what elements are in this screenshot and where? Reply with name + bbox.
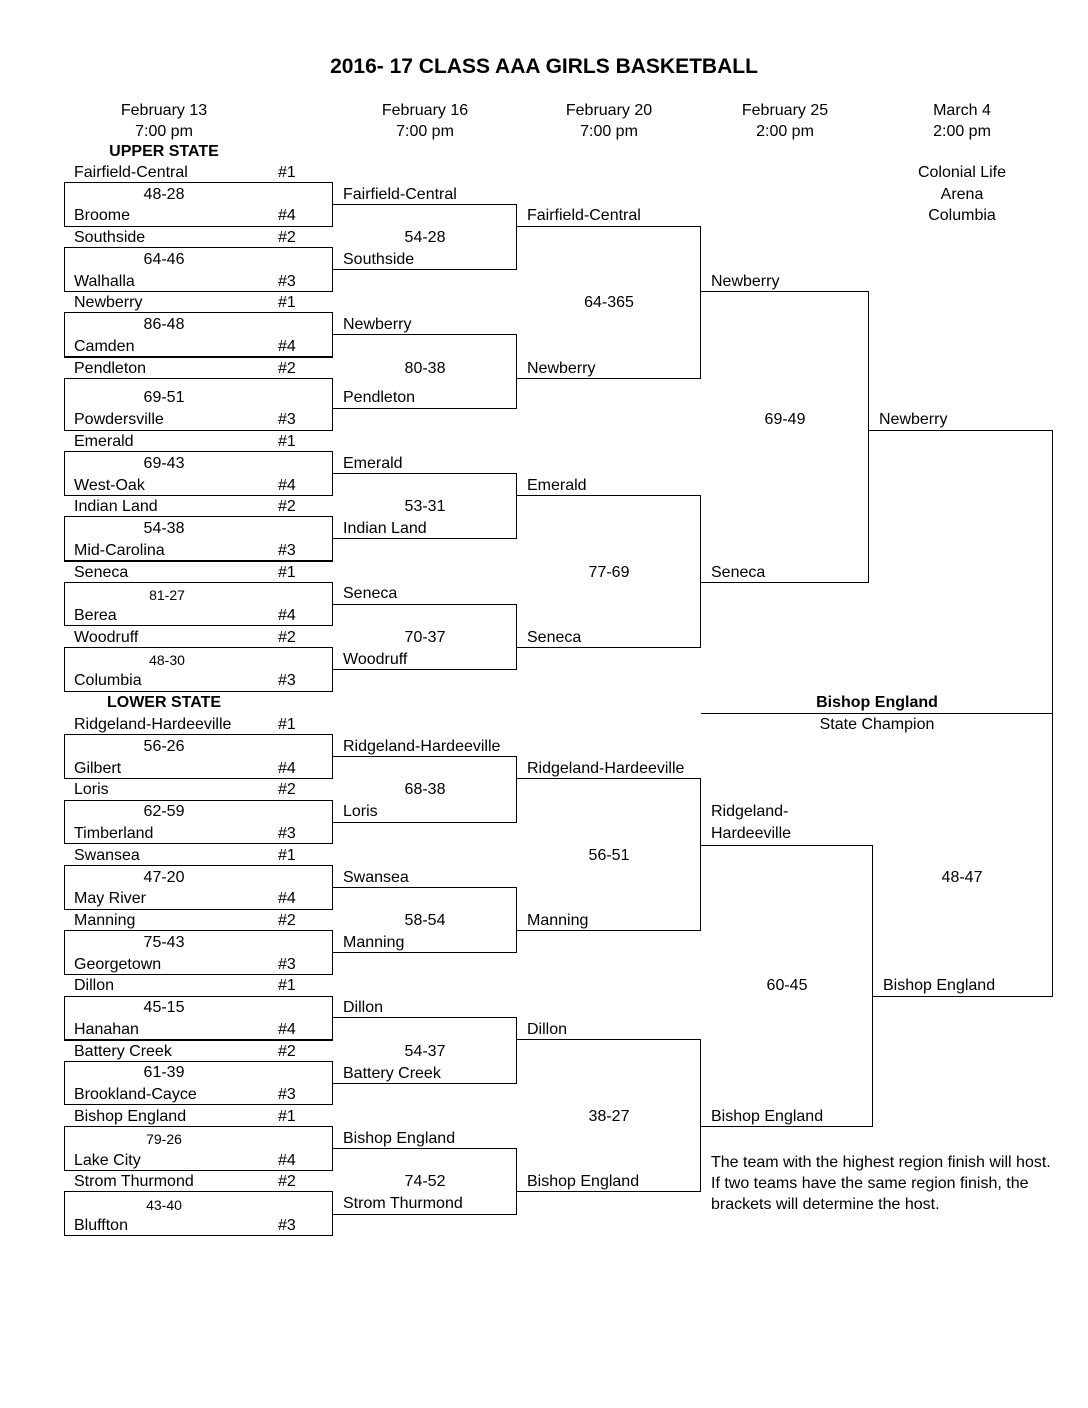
r1-team-name: Indian Land — [74, 498, 158, 515]
r1-team-name: Loris — [74, 781, 109, 798]
connector-line — [64, 996, 65, 1039]
r1-team-name: Newberry — [74, 294, 143, 311]
connector-line — [700, 495, 701, 647]
r2-team-name: Dillon — [343, 999, 384, 1016]
round4-date: February 25 — [741, 102, 829, 119]
round1-time: 7:00 pm — [135, 123, 193, 140]
r4-team-name: Ridgeland- — [711, 803, 789, 820]
venue-line-2: Arena — [940, 186, 984, 203]
team-line — [333, 822, 517, 823]
r2-team-name: Swansea — [343, 869, 409, 886]
connector-line — [64, 647, 65, 691]
team-line — [64, 647, 333, 648]
r1-team-seed: #4 — [278, 338, 296, 355]
r1-team-name: Bluffton — [74, 1217, 128, 1234]
r3-team-name: Manning — [527, 912, 589, 929]
team-line — [64, 974, 333, 975]
r1-score: 45-15 — [143, 999, 185, 1016]
team-line — [517, 778, 701, 779]
connector-line — [64, 378, 65, 430]
r1-score: 62-59 — [143, 803, 185, 820]
final-score: 48-47 — [941, 869, 983, 886]
r2-team-name: Pendleton — [343, 389, 416, 406]
r1-team-name: Berea — [74, 607, 117, 624]
team-line — [701, 291, 869, 292]
r1-team-seed: #1 — [278, 977, 296, 994]
team-line — [64, 516, 333, 517]
r1-score: 81-27 — [149, 587, 185, 603]
r1-team-seed: #3 — [278, 273, 296, 290]
r1-team-name: Camden — [74, 338, 135, 355]
r1-team-seed: #1 — [278, 294, 296, 311]
r2-score: 58-54 — [404, 912, 446, 929]
r3-team-name: Dillon — [527, 1021, 568, 1038]
r1-team-seed: #1 — [278, 564, 296, 581]
lower-state-heading: LOWER STATE — [106, 694, 222, 711]
connector-line — [64, 1126, 65, 1170]
team-line — [333, 604, 517, 605]
r1-team-seed: #1 — [278, 716, 296, 733]
r1-team-name: Southside — [74, 229, 146, 246]
connector-line — [516, 604, 517, 669]
r1-team-name: West-Oak — [74, 477, 145, 494]
team-line — [64, 1039, 333, 1041]
team-line — [64, 800, 333, 801]
connector-line — [332, 1191, 333, 1235]
r1-score: 56-26 — [143, 738, 185, 755]
connector-line — [64, 800, 65, 843]
team-line — [64, 996, 333, 997]
r1-team-name: Lake City — [74, 1152, 141, 1169]
r2-team-name: Loris — [343, 803, 378, 820]
team-line — [333, 473, 517, 474]
team-line — [333, 1017, 517, 1018]
team-line — [64, 182, 333, 183]
team-line — [64, 865, 333, 866]
team-line — [64, 1126, 333, 1127]
team-line — [64, 247, 333, 248]
host-note: The team with the highest region finish will host. If two teams have the same region finish, the brackets will determine the host. — [711, 1154, 1051, 1213]
r2-team-name: Fairfield-Central — [343, 186, 457, 203]
team-line — [873, 996, 1053, 997]
r1-team-seed: #4 — [278, 760, 296, 777]
r1-score: 79-26 — [146, 1131, 182, 1147]
r1-team-name: Ridgeland-Hardeeville — [74, 716, 232, 733]
connector-line — [64, 312, 65, 356]
team-line — [64, 1235, 333, 1236]
team-line — [333, 204, 517, 205]
team-line — [701, 582, 869, 583]
r1-team-seed: #2 — [278, 912, 296, 929]
r2-team-name: Indian Land — [343, 520, 427, 537]
team-line — [333, 538, 517, 539]
connector-line — [868, 291, 869, 582]
r1-team-seed: #4 — [278, 207, 296, 224]
r5-team-name: Newberry — [879, 411, 948, 428]
r1-score: 69-51 — [143, 389, 185, 406]
r1-team-name: Pendleton — [74, 360, 147, 377]
connector-line — [516, 204, 517, 269]
connector-line — [64, 930, 65, 974]
team-line — [64, 909, 333, 910]
r1-team-name: Bishop England — [74, 1108, 187, 1125]
r1-score: 43-40 — [146, 1197, 182, 1213]
r1-team-seed: #3 — [278, 542, 296, 559]
r1-team-seed: #2 — [278, 229, 296, 246]
connector-line — [64, 451, 65, 495]
team-line — [64, 560, 333, 562]
r2-team-name: Emerald — [343, 455, 403, 472]
team-line — [64, 451, 333, 452]
connector-line — [516, 887, 517, 952]
r3-team-name: Seneca — [527, 629, 582, 646]
team-line — [333, 1148, 517, 1149]
r1-team-name: Fairfield-Central — [74, 164, 188, 181]
r1-team-name: Timberland — [74, 825, 154, 842]
connector-line — [516, 334, 517, 408]
r1-team-seed: #4 — [278, 1021, 296, 1038]
r1-team-seed: #2 — [278, 360, 296, 377]
round3-time: 7:00 pm — [580, 123, 638, 140]
r1-team-name: Powdersville — [74, 411, 164, 428]
connector-line — [872, 845, 873, 1126]
r3-team-name: Emerald — [527, 477, 587, 494]
r2-team-name: Woodruff — [343, 651, 408, 668]
connector-line — [64, 247, 65, 291]
r1-team-seed: #3 — [278, 1217, 296, 1234]
connector-line — [64, 865, 65, 909]
team-line — [333, 887, 517, 888]
team-line — [333, 756, 517, 757]
r1-team-seed: #4 — [278, 607, 296, 624]
r1-team-seed: #3 — [278, 411, 296, 428]
team-line — [701, 1126, 873, 1127]
connector-line — [516, 473, 517, 538]
team-line — [517, 1039, 701, 1040]
team-line — [517, 647, 701, 648]
team-line — [64, 625, 333, 626]
r1-team-seed: #2 — [278, 498, 296, 515]
r2-team-name: Strom Thurmond — [343, 1195, 463, 1212]
team-line — [64, 291, 333, 292]
r1-team-seed: #4 — [278, 1152, 296, 1169]
r1-team-seed: #3 — [278, 1086, 296, 1103]
r4-team-name: Newberry — [711, 273, 780, 290]
r3-team-name: Newberry — [527, 360, 596, 377]
r1-team-name: Swansea — [74, 847, 140, 864]
team-line — [64, 378, 333, 379]
r4-team-name: Hardeeville — [711, 825, 792, 842]
connector-line — [64, 1061, 65, 1104]
r1-team-seed: #3 — [278, 825, 296, 842]
r2-score: 68-38 — [404, 781, 446, 798]
r1-score: 75-43 — [143, 934, 185, 951]
team-line — [517, 378, 701, 379]
r2-team-name: Seneca — [343, 585, 398, 602]
r1-score: 48-30 — [149, 652, 185, 668]
r1-score: 54-38 — [143, 520, 185, 537]
team-line — [64, 1061, 333, 1062]
r1-team-name: Brookland-Cayce — [74, 1086, 197, 1103]
r4-score: 69-49 — [764, 411, 806, 428]
connector-line — [700, 778, 701, 930]
r1-team-seed: #3 — [278, 956, 296, 973]
team-line — [333, 269, 517, 270]
team-line — [869, 430, 1053, 431]
r2-team-name: Battery Creek — [343, 1065, 441, 1082]
r2-score: 70-37 — [404, 629, 446, 646]
connector-line — [64, 582, 65, 625]
r3-score: 77-69 — [588, 564, 630, 581]
team-line — [517, 495, 701, 496]
r1-score: 69-43 — [143, 455, 185, 472]
r1-team-seed: #2 — [278, 1043, 296, 1060]
r2-team-name: Newberry — [343, 316, 412, 333]
r1-team-name: Broome — [74, 207, 131, 224]
team-line — [333, 1083, 517, 1084]
r1-team-name: Woodruff — [74, 629, 139, 646]
connector-line — [516, 1017, 517, 1083]
r1-team-seed: #1 — [278, 433, 296, 450]
r3-score: 56-51 — [588, 847, 630, 864]
r3-score: 38-27 — [588, 1108, 630, 1125]
connector-line — [700, 1039, 701, 1191]
team-line — [64, 495, 333, 496]
r4-score: 60-45 — [766, 977, 808, 994]
team-line — [64, 691, 333, 692]
r1-team-name: May River — [74, 890, 147, 907]
r1-team-name: Georgetown — [74, 956, 162, 973]
team-line — [64, 312, 333, 313]
team-line — [333, 408, 517, 409]
r1-team-name: Emerald — [74, 433, 134, 450]
round2-time: 7:00 pm — [396, 123, 454, 140]
champion-name: Bishop England — [816, 694, 938, 711]
team-line — [517, 1191, 701, 1192]
team-line — [64, 778, 333, 779]
team-line — [64, 930, 333, 931]
r1-score: 64-46 — [143, 251, 185, 268]
r1-team-seed: #2 — [278, 781, 296, 798]
round2-date: February 16 — [381, 102, 469, 119]
r1-team-name: Battery Creek — [74, 1043, 172, 1060]
r5-team-name: Bishop England — [883, 977, 996, 994]
connector-line — [64, 734, 65, 778]
team-line — [64, 226, 333, 227]
team-line — [64, 356, 333, 358]
r2-score: 54-37 — [404, 1043, 446, 1060]
r1-team-name: Gilbert — [74, 760, 122, 777]
r3-team-name: Ridgeland-Hardeeville — [527, 760, 685, 777]
r2-score: 80-38 — [404, 360, 446, 377]
r1-score: 86-48 — [143, 316, 185, 333]
team-line — [64, 843, 333, 844]
r1-team-seed: #1 — [278, 847, 296, 864]
r2-team-name: Ridgeland-Hardeeville — [343, 738, 501, 755]
connector-line — [64, 182, 65, 226]
r2-score: 74-52 — [404, 1173, 446, 1190]
r1-team-name: Strom Thurmond — [74, 1173, 194, 1190]
r1-team-seed: #4 — [278, 477, 296, 494]
r2-team-name: Manning — [343, 934, 405, 951]
team-line — [64, 1104, 333, 1105]
round4-time: 2:00 pm — [756, 123, 814, 140]
r2-score: 53-31 — [404, 498, 446, 515]
r1-team-seed: #1 — [278, 1108, 296, 1125]
r2-score: 54-28 — [404, 229, 446, 246]
team-line — [64, 1191, 333, 1192]
connector-line — [64, 1191, 65, 1235]
team-line — [701, 845, 873, 846]
team-line — [333, 952, 517, 953]
connector-line — [64, 516, 65, 560]
r3-score: 64-365 — [584, 294, 634, 311]
r3-team-name: Bishop England — [527, 1173, 640, 1190]
r1-team-name: Mid-Carolina — [74, 542, 165, 559]
r1-team-name: Manning — [74, 912, 136, 929]
team-line — [64, 734, 333, 735]
r1-team-name: Columbia — [74, 672, 142, 689]
r4-team-name: Bishop England — [711, 1108, 824, 1125]
team-line — [64, 1170, 333, 1171]
r1-team-seed: #1 — [278, 164, 296, 181]
r1-team-name: Seneca — [74, 564, 129, 581]
connector-line — [700, 226, 701, 378]
r4-team-name: Seneca — [711, 564, 766, 581]
r1-team-seed: #2 — [278, 1173, 296, 1190]
champion-line — [701, 713, 1053, 714]
round1-date: February 13 — [120, 102, 208, 119]
champion-label: State Champion — [819, 716, 935, 733]
team-line — [517, 930, 701, 931]
r1-team-seed: #2 — [278, 629, 296, 646]
connector-line — [332, 378, 333, 430]
r1-score: 61-39 — [143, 1064, 185, 1081]
team-line — [64, 582, 333, 583]
r1-team-seed: #3 — [278, 672, 296, 689]
team-line — [333, 334, 517, 335]
r2-team-name: Bishop England — [343, 1130, 456, 1147]
r1-score: 47-20 — [143, 869, 185, 886]
connector-line — [516, 1148, 517, 1214]
r1-score: 48-28 — [143, 186, 185, 203]
page-title: 2016- 17 CLASS AAA GIRLS BASKETBALL — [330, 55, 758, 78]
r3-team-name: Fairfield-Central — [527, 207, 641, 224]
round3-date: February 20 — [565, 102, 653, 119]
r1-team-name: Walhalla — [74, 273, 135, 290]
venue-line-3: Columbia — [928, 207, 996, 224]
r1-team-seed: #4 — [278, 890, 296, 907]
connector-line — [516, 756, 517, 822]
round5-date: March 4 — [933, 102, 991, 119]
upper-state-heading: UPPER STATE — [109, 143, 219, 160]
r1-team-name: Hanahan — [74, 1021, 139, 1038]
venue-line-1: Colonial Life — [917, 164, 1007, 181]
team-line — [333, 1214, 517, 1215]
team-line — [517, 226, 701, 227]
r1-team-name: Dillon — [74, 977, 115, 994]
team-line — [333, 669, 517, 670]
team-line — [64, 430, 333, 431]
round5-time: 2:00 pm — [933, 123, 991, 140]
r2-team-name: Southside — [343, 251, 415, 268]
